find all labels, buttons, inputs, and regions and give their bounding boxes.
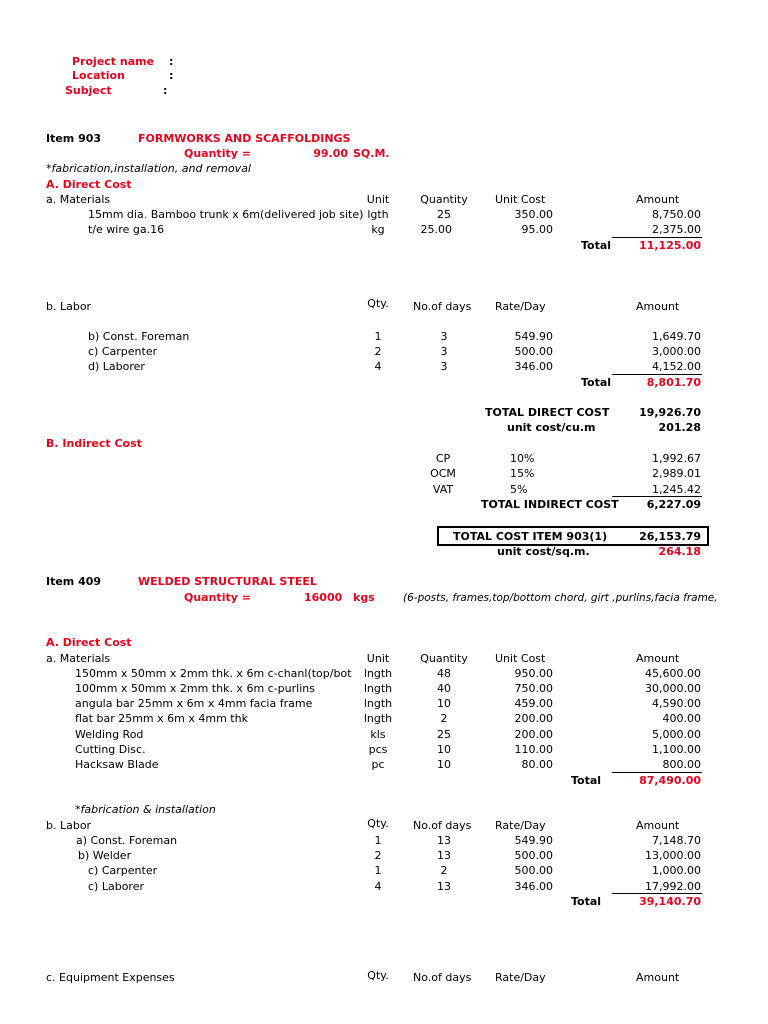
total-label: Total xyxy=(571,774,602,787)
table-row-unit: pc xyxy=(371,758,385,771)
indirect-cost-heading: B. Indirect Cost xyxy=(46,437,142,450)
quantity-value: 16000 xyxy=(304,591,343,604)
unit-cost-sqm: 264.18 xyxy=(658,545,701,558)
subtotal-rule xyxy=(612,237,702,238)
table-row-description: Cutting Disc. xyxy=(75,743,146,756)
materials-total: 11,125.00 xyxy=(639,239,701,252)
table-row-description: c) Carpenter xyxy=(88,345,158,358)
table-row-days: 3 xyxy=(440,345,448,358)
table-row-amount: 7,148.70 xyxy=(652,834,701,847)
col-header-unit-cost: Unit Cost xyxy=(495,193,546,206)
table-row-description: b) Welder xyxy=(78,849,132,862)
table-row-days: 13 xyxy=(437,834,451,847)
table-row-description: 15mm dia. Bamboo trunk x 6m(delivered job site) xyxy=(88,208,364,221)
project-name-label: Project name xyxy=(72,55,155,68)
col-header-quantity: Quantity xyxy=(420,652,468,665)
table-row-amount: 13,000.00 xyxy=(645,849,701,862)
labor-total: 8,801.70 xyxy=(646,376,701,389)
col-header-quantity: Quantity xyxy=(420,193,468,206)
col-header-qty: Qty. xyxy=(367,817,389,830)
unit-cost-cum-label: unit cost/cu.m xyxy=(507,421,596,434)
quantity-value: 99.00 xyxy=(313,147,348,160)
table-row-qty: 1 xyxy=(374,330,382,343)
indirect-row-label: VAT xyxy=(432,483,454,496)
col-header-amount: Amount xyxy=(636,652,680,665)
table-row-unit-cost: 950.00 xyxy=(514,667,553,680)
labor-total: 39,140.70 xyxy=(639,895,701,908)
total-cost: 26,153.79 xyxy=(639,530,701,543)
table-row-days: 3 xyxy=(440,360,448,373)
col-header-days: No.of days xyxy=(413,971,472,984)
table-row-rate: 500.00 xyxy=(514,849,553,862)
subtotal-rule xyxy=(612,374,702,375)
total-direct-cost: 19,926.70 xyxy=(639,406,701,419)
labor-label: b. Labor xyxy=(46,819,92,832)
table-row-quantity: 10 xyxy=(437,697,451,710)
table-row-qty: 2 xyxy=(374,345,382,358)
col-header-amount: Amount xyxy=(636,300,680,313)
materials-label: a. Materials xyxy=(46,652,111,665)
table-row-unit: lngth xyxy=(363,667,393,680)
direct-cost-heading: A. Direct Cost xyxy=(46,636,132,649)
quantity-label: Quantity = xyxy=(184,591,251,604)
table-row-amount: 1,100.00 xyxy=(652,743,701,756)
table-row-description: d) Laborer xyxy=(88,360,145,373)
table-row-description: Hacksaw Blade xyxy=(75,758,159,771)
table-row-description: c) Laborer xyxy=(88,880,144,893)
indirect-row-amount: 2,989.01 xyxy=(652,467,701,480)
item-409-label: Item 409 xyxy=(46,575,102,588)
table-row-quantity: 25 xyxy=(437,208,451,221)
item-903-label: Item 903 xyxy=(46,132,102,145)
total-indirect-cost-label: TOTAL INDIRECT COST xyxy=(481,498,619,511)
col-header-unit: Unit xyxy=(366,652,390,665)
table-row-unit-cost: 200.00 xyxy=(514,712,553,725)
table-row-days: 13 xyxy=(437,880,451,893)
table-row-unit-cost: 459.00 xyxy=(514,697,553,710)
subtotal-rule xyxy=(612,772,702,773)
indirect-row-amount: 1,245.42 xyxy=(652,483,701,496)
materials-total: 87,490.00 xyxy=(639,774,701,787)
table-row-qty: 1 xyxy=(374,864,382,877)
colon: : xyxy=(163,84,168,97)
table-row-description: c) Carpenter xyxy=(88,864,158,877)
table-row-qty: 2 xyxy=(374,849,382,862)
indirect-row-rate: 5% xyxy=(510,483,528,496)
direct-cost-heading: A. Direct Cost xyxy=(46,178,132,191)
table-row-rate: 346.00 xyxy=(514,880,553,893)
table-row-quantity: 48 xyxy=(437,667,451,680)
col-header-amount: Amount xyxy=(636,819,680,832)
table-row-unit: lngth xyxy=(363,697,393,710)
table-row-days: 2 xyxy=(440,864,448,877)
table-row-rate: 500.00 xyxy=(514,864,553,877)
table-row-days: 3 xyxy=(440,330,448,343)
table-row-unit-cost: 200.00 xyxy=(514,728,553,741)
table-row-amount: 45,600.00 xyxy=(645,667,701,680)
table-row-unit: lngth xyxy=(363,712,393,725)
location-label: Location xyxy=(72,69,125,82)
table-row-amount: 4,152.00 xyxy=(652,360,701,373)
col-header-rate: Rate/Day xyxy=(495,819,546,832)
indirect-row-amount: 1,992.67 xyxy=(652,452,701,465)
col-header-qty: Qty. xyxy=(367,297,389,310)
col-header-unit: Unit xyxy=(366,193,390,206)
labor-note: *fabrication & installation xyxy=(75,803,216,816)
materials-label: a. Materials xyxy=(46,193,111,206)
col-header-rate: Rate/Day xyxy=(495,971,546,984)
col-header-amount: Amount xyxy=(636,971,680,984)
table-row-rate: 549.90 xyxy=(514,330,553,343)
colon: : xyxy=(169,55,174,68)
total-indirect-cost: 6,227.09 xyxy=(646,498,701,511)
col-header-rate: Rate/Day xyxy=(495,300,546,313)
table-row-amount: 4,590.00 xyxy=(652,697,701,710)
table-row-rate: 500.00 xyxy=(514,345,553,358)
table-row-quantity: 40 xyxy=(437,682,451,695)
table-row-amount: 3,000.00 xyxy=(652,345,701,358)
unit-cost-cum: 201.28 xyxy=(658,421,701,434)
table-row-amount: 1,649.70 xyxy=(652,330,701,343)
table-row-description: 100mm x 50mm x 2mm thk. x 6m c-purlins xyxy=(75,682,315,695)
table-row-quantity: 25 xyxy=(437,728,451,741)
table-row-unit: lgth xyxy=(367,208,389,221)
item-409-title: WELDED STRUCTURAL STEEL xyxy=(138,575,317,588)
table-row-unit-cost: 350.00 xyxy=(514,208,553,221)
item-903-title: FORMWORKS AND SCAFFOLDINGS xyxy=(138,132,351,145)
table-row-description: b) Const. Foreman xyxy=(88,330,190,343)
table-row-unit: kls xyxy=(370,728,386,741)
table-row-qty: 4 xyxy=(374,880,382,893)
subject-label: Subject xyxy=(65,84,112,97)
equipment-label: c. Equipment Expenses xyxy=(46,971,175,984)
table-row-unit: pcs xyxy=(368,743,388,756)
total-label: Total xyxy=(581,376,612,389)
indirect-row-label: CP xyxy=(435,452,451,465)
item-903-note: *fabrication,installation, and removal xyxy=(46,162,251,175)
table-row-unit-cost: 80.00 xyxy=(521,758,553,771)
indirect-row-rate: 10% xyxy=(510,452,535,465)
total-direct-cost-label: TOTAL DIRECT COST xyxy=(485,406,610,419)
table-row-quantity: 10 xyxy=(437,758,451,771)
table-row-days: 13 xyxy=(437,849,451,862)
item-409-note: (6-posts, frames,top/bottom chord, girt ,purlins,facia frame, xyxy=(403,592,718,604)
table-row-quantity: 2 xyxy=(440,712,448,725)
table-row-quantity: 25.00 xyxy=(420,223,452,236)
table-row-amount: 5,000.00 xyxy=(652,728,701,741)
table-row-quantity: 10 xyxy=(437,743,451,756)
labor-label: b. Labor xyxy=(46,300,92,313)
table-row-amount: 30,000.00 xyxy=(645,682,701,695)
table-row-rate: 346.00 xyxy=(514,360,553,373)
table-row-amount: 8,750.00 xyxy=(652,208,701,221)
table-row-description: 150mm x 50mm x 2mm thk. x 6m c-chanl(top/bot xyxy=(75,667,352,680)
quantity-label: Quantity = xyxy=(184,147,251,160)
col-header-qty: Qty. xyxy=(367,969,389,982)
table-row-amount: 17,992.00 xyxy=(645,880,701,893)
table-row-amount: 800.00 xyxy=(662,758,701,771)
table-row-unit: lngth xyxy=(363,682,393,695)
total-label: Total xyxy=(581,239,612,252)
table-row-rate: 549.90 xyxy=(514,834,553,847)
table-row-qty: 1 xyxy=(374,834,382,847)
table-row-description: Welding Rod xyxy=(75,728,144,741)
table-row-unit-cost: 95.00 xyxy=(521,223,553,236)
col-header-days: No.of days xyxy=(413,819,472,832)
col-header-days: No.of days xyxy=(413,300,472,313)
table-row-unit-cost: 110.00 xyxy=(514,743,553,756)
table-row-description: angula bar 25mm x 6m x 4mm facia frame xyxy=(75,697,313,710)
table-row-amount: 400.00 xyxy=(662,712,701,725)
table-row-unit-cost: 750.00 xyxy=(514,682,553,695)
col-header-amount: Amount xyxy=(636,193,680,206)
table-row-amount: 1,000.00 xyxy=(652,864,701,877)
indirect-row-rate: 15% xyxy=(510,467,535,480)
table-row-description: flat bar 25mm x 6m x 4mm thk xyxy=(75,712,248,725)
indirect-row-label: OCM xyxy=(430,467,456,480)
subtotal-rule xyxy=(612,893,702,894)
total-cost-label: TOTAL COST ITEM 903(1) xyxy=(453,530,608,543)
table-row-description: a) Const. Foreman xyxy=(76,834,178,847)
quantity-unit: kgs xyxy=(353,591,375,604)
total-label: Total xyxy=(571,895,602,908)
unit-cost-sqm-label: unit cost/sq.m. xyxy=(497,545,590,558)
subtotal-rule xyxy=(612,496,702,497)
col-header-unit-cost: Unit Cost xyxy=(495,652,546,665)
quantity-unit: SQ.M. xyxy=(353,147,390,160)
table-row-amount: 2,375.00 xyxy=(652,223,701,236)
colon: : xyxy=(169,69,174,82)
table-row-unit: kg xyxy=(371,223,385,236)
table-row-qty: 4 xyxy=(374,360,382,373)
table-row-description: t/e wire ga.16 xyxy=(88,223,165,236)
